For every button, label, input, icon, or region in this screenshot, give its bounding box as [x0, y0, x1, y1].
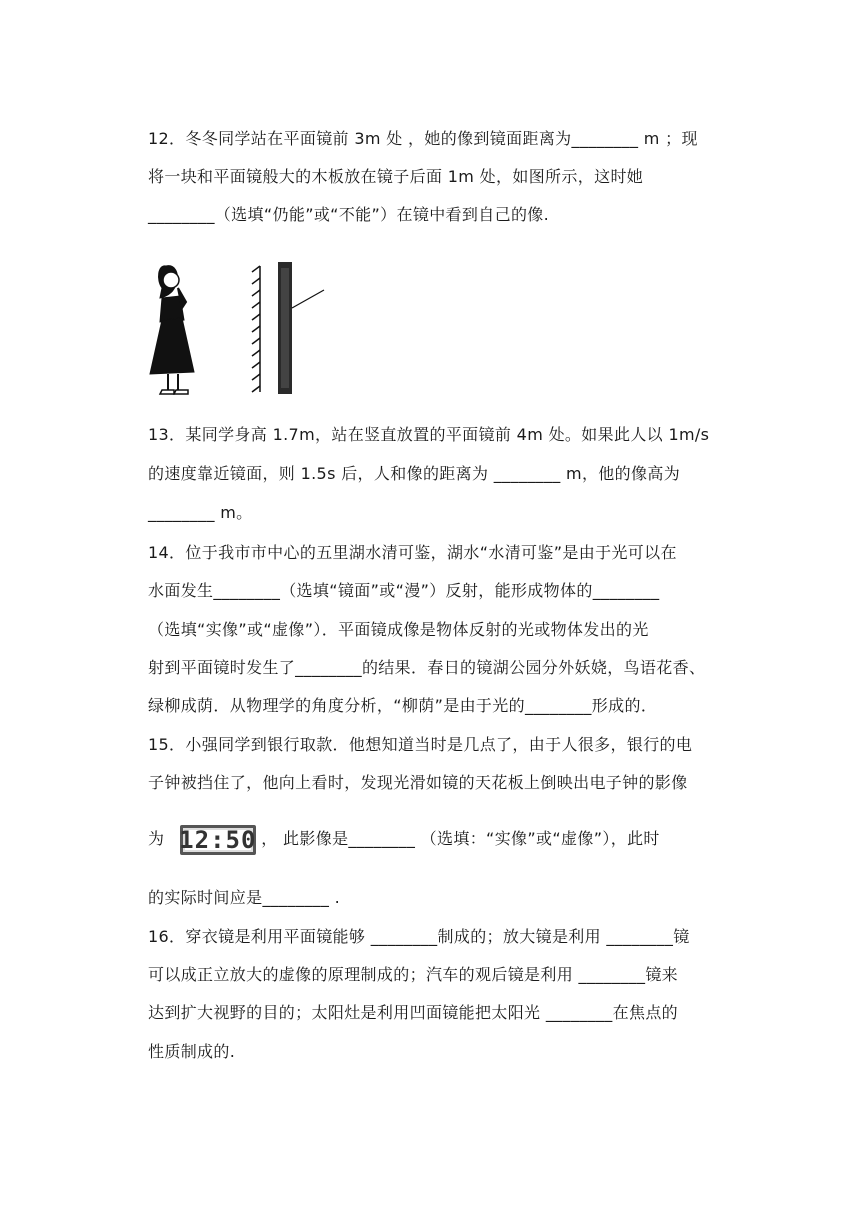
q16-line-1: 16．穿衣镜是利用平面镜能够 ________制成的；放大镜是利用 ________镜 [148, 927, 690, 946]
q12-line-1: 12．冬冬同学站在平面镜前 3m 处 ，她的像到镜面距离为________ m ；现 [148, 129, 698, 148]
plane-mirror [252, 266, 260, 392]
q12-line-3: ________（选填“仍能”或“不能”）在镜中看到自己的像. [148, 205, 550, 224]
q15-line-3-suffix: ， 此影像是________ （选填：“实像”或“虚像”），此时 [261, 829, 660, 848]
q15-line-3-prefix: 为 [148, 829, 165, 848]
q13-line-2: 的速度靠近镜面，则 1.5s 后，人和像的距离为 ________ m，他的像高为 [148, 464, 681, 483]
mirrored-clock-image: 12:50 [179, 825, 257, 854]
q16-line-3: 达到扩大视野的目的；太阳灶是利用凹面镜能把太阳光 ________在焦点的 [148, 1003, 679, 1022]
q15-line-2: 子钟被挡住了，他向上看时，发现光滑如镜的天花板上倒映出电子钟的影像 [148, 773, 688, 792]
q12-line-2: 将一块和平面镜般大的木板放在镜子后面 1m 处，如图所示，这时她 [148, 167, 644, 186]
mirror-figure [148, 258, 338, 400]
q14-line-3: （选填“实像”或“虚像”）．平面镜成像是物体反射的光或物体发出的光 [148, 620, 649, 639]
q15-line-3 [148, 824, 713, 855]
q14-line-1: 14．位于我市市中心的五里湖水清可鉴，湖水“水清可鉴”是由于光可以在 [148, 543, 677, 562]
q16-line-2: 可以成正立放大的虚像的原理制成的；汽车的观后镜是利用 ________镜来 [148, 965, 679, 984]
q15-line-1: 15．小强同学到银行取款．他想知道当时是几点了，由于人很多，银行的电 [148, 735, 693, 754]
q14-line-4: 射到平面镜时发生了________的结果．春日的镜湖公园分外妖娆，鸟语花香、 [148, 658, 706, 677]
q13-line-3: ________ m。 [148, 503, 253, 522]
q14-line-2: 水面发生________（选填“镜面”或“漫”）反射，能形成物体的________ [148, 581, 660, 600]
q15-line-4: 的实际时间应是________ . [148, 888, 341, 907]
girl-figure [150, 266, 194, 394]
q14-line-5: 绿柳成荫．从物理学的角度分析，“柳荫”是由于光的________形成的． [148, 696, 658, 715]
q16-line-4: 性质制成的. [148, 1042, 236, 1061]
wooden-board [278, 262, 324, 394]
q13-line-1: 13．某同学身高 1.7m，站在竖直放置的平面镜前 4m 处。如果此人以 1m/s [148, 425, 710, 444]
